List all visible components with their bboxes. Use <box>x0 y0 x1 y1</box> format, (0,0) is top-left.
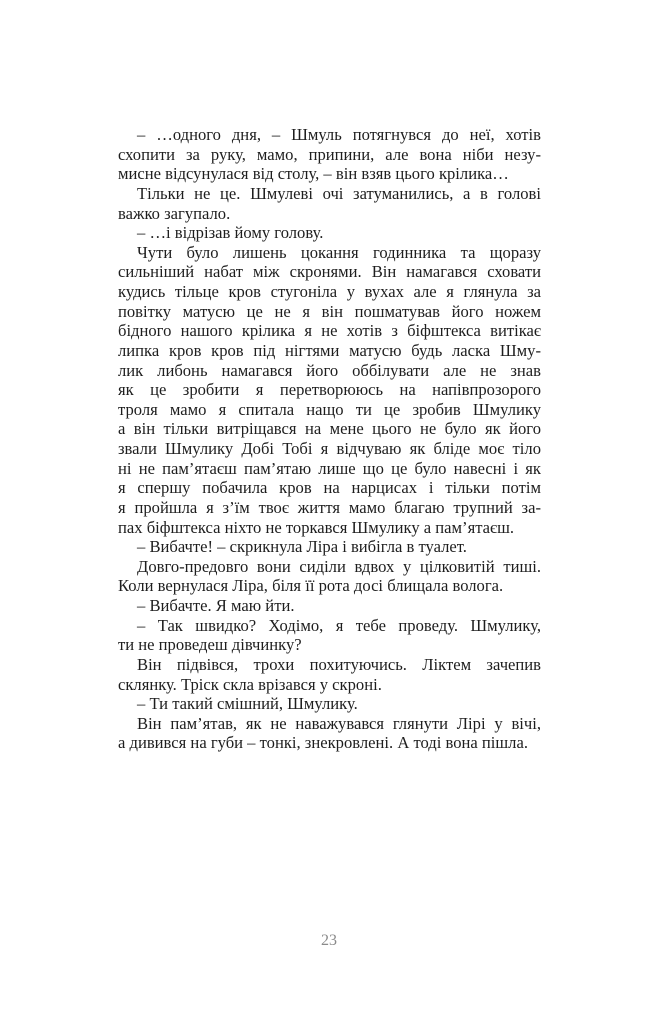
text-line: троля мамо я спитала нащо ти це зробив Шмулику <box>118 399 541 419</box>
text-line: кудись тільце кров стугоніла у вухах але я глянула за <box>118 282 541 301</box>
text-line: лик либонь намагався його оббілувати але не знав <box>118 360 541 380</box>
text-line: – Ти такий смішний, Шмулику. <box>137 694 358 714</box>
page-number: 23 <box>321 932 337 949</box>
text-line: схопити за руку, мамо, припини, але вона ніби незу- <box>118 144 541 164</box>
text-line: а дивився на губи – тонкі, знекровлені. А тоді вона пішла. <box>118 733 528 753</box>
text-line: повітку матусю це не я він пошматував його ножем <box>118 301 541 321</box>
text-line: я спершу побачила кров на нарцисах і тільки потім <box>118 478 541 498</box>
text-line: липка кров кров під нігтями матусю будь ласка Шму- <box>118 340 541 360</box>
text-line: а він тільки витріщався на мене цього не було як його <box>118 419 541 439</box>
text-line: Коли вернулася Ліра, біля її рота досі блищала волога. <box>118 576 504 596</box>
text-line: – Вибачте! – скрикнула Ліра і вибігла в туалет. <box>137 537 467 557</box>
text-line: звали Шмулику Добі Тобі я відчуваю як бліде моє тіло <box>118 439 541 458</box>
text-line: як це зробити я перетворююсь на напівпрозорого <box>118 380 541 400</box>
text-line: склянку. Тріск скла врізався у скроні. <box>118 674 382 694</box>
text-line: ні не пам’ятаєш пам’ятаю лише що це було навесні і як <box>118 458 541 478</box>
text-line: Він пам’ятав, як не наважувався глянути Лірі у вічі, <box>137 713 541 733</box>
text-line: я пройшла я з’їм твоє життя мамо благаю трупний за- <box>118 497 541 517</box>
text-line: важко загупало. <box>118 203 231 223</box>
text-line: Довго-предовго вони сиділи вдвох у цілковитій тиші. <box>137 556 541 576</box>
text-line: – …одного дня, – Шмуль потягнувся до неї, хотів <box>137 125 541 144</box>
text-line: мисне відсунулася від столу, – він взяв цього крілика… <box>118 164 509 184</box>
text-line: – Так швидко? Ходімо, я тебе проведу. Шмулику, <box>137 615 541 635</box>
text-line: Він підвівся, трохи похитуючись. Ліктем зачепив <box>137 654 541 674</box>
text-line: бідного нашого крілика я не хотів з біфштекса витікає <box>118 321 541 341</box>
text-line: сильніший набат між скронями. Він намагався сховати <box>118 262 541 282</box>
text-line: Тільки не це. Шмулеві очі затуманились, а в голові <box>137 183 541 203</box>
text-line: пах біфштекса ніхто не торкався Шмулику а пам’ятаєш. <box>118 517 515 537</box>
text-line: ти не проведеш дівчинку? <box>118 635 302 655</box>
text-line: Чути було лишень цокання годинника та щоразу <box>137 242 541 262</box>
body-text <box>118 125 541 753</box>
text-line: – …і відрізав йому голову. <box>137 223 324 243</box>
text-line: – Вибачте. Я маю йти. <box>137 596 295 615</box>
